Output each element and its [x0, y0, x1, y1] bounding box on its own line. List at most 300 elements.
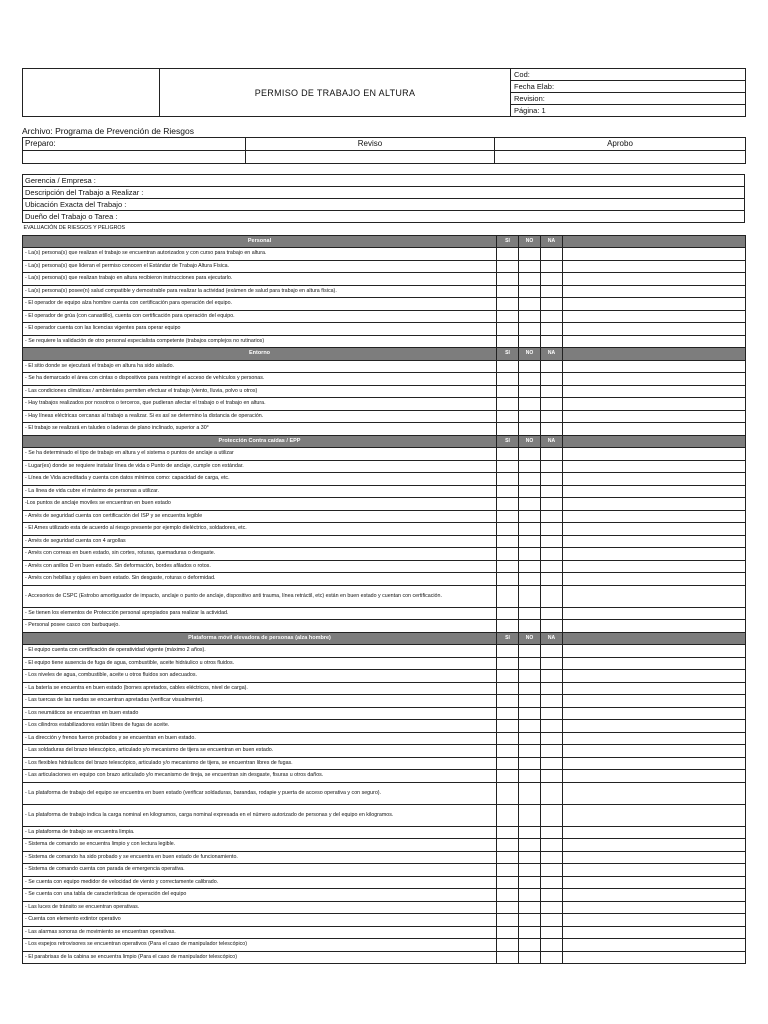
checklist-item-text: - El Arnes utilizado esta de acuerdo al riesgo presente por ejemplo dieléctrico, soldadores, etc. — [23, 523, 497, 536]
observation-cell[interactable] — [563, 310, 746, 323]
checklist-row — [23, 373, 746, 386]
checklist-row — [23, 839, 746, 852]
check-cell-na[interactable] — [541, 876, 563, 889]
checklist-row — [23, 804, 746, 826]
check-cell-no[interactable] — [519, 657, 541, 670]
check-cell-si[interactable] — [497, 310, 519, 323]
observation-cell[interactable] — [563, 523, 746, 536]
check-cell-si[interactable] — [497, 423, 519, 436]
checklist-row — [23, 939, 746, 952]
checklist-row — [23, 620, 746, 633]
checklist-item-text: - Accesorios de CSPC (Estrobo amortiguador de impacto, anclaje o punto de anclaje, dispositivo anti trauma, línea retráctil, etc) están en buen estado y cuentan con certificación. — [23, 585, 497, 607]
checklist-row — [23, 535, 746, 548]
check-cell-na[interactable] — [541, 620, 563, 633]
check-cell-si[interactable] — [497, 757, 519, 770]
checklist-item-text: - Se cuenta con una tabla de características de operación del equipo — [23, 889, 497, 902]
checklist-row — [23, 695, 746, 708]
check-cell-no[interactable] — [519, 826, 541, 839]
check-cell-no[interactable] — [519, 273, 541, 286]
observation-cell[interactable] — [563, 939, 746, 952]
check-cell-si[interactable] — [497, 782, 519, 804]
check-cell-si[interactable] — [497, 298, 519, 311]
observation-cell[interactable] — [563, 901, 746, 914]
check-cell-no[interactable] — [519, 670, 541, 683]
checklist-item-text: - El equipo cuenta con certificación de operatividad vigente (máximo 2 años). — [23, 645, 497, 658]
info-ubicacion[interactable]: Ubicación Exacta del Trabajo : — [23, 199, 745, 211]
observation-cell[interactable] — [563, 889, 746, 902]
observation-cell[interactable] — [563, 745, 746, 758]
observation-cell[interactable] — [563, 510, 746, 523]
observation-cell[interactable] — [563, 473, 746, 486]
checklist-item-text: - La(s) persona(s) que lideran el permiso conocen el Estándar de Trabajo Altura Física. — [23, 260, 497, 273]
check-cell-si[interactable] — [497, 682, 519, 695]
check-cell-na[interactable] — [541, 310, 563, 323]
form-title: PERMISO DE TRABAJO EN ALTURA — [160, 69, 511, 117]
observation-cell[interactable] — [563, 323, 746, 336]
check-cell-si[interactable] — [497, 695, 519, 708]
check-cell-si[interactable] — [497, 876, 519, 889]
check-cell-na[interactable] — [541, 926, 563, 939]
check-cell-no[interactable] — [519, 335, 541, 348]
observation-cell[interactable] — [563, 248, 746, 261]
check-cell-no[interactable] — [519, 298, 541, 311]
check-cell-na[interactable] — [541, 682, 563, 695]
checklist-row — [23, 410, 746, 423]
checklist-row — [23, 720, 746, 733]
checklist-item-text: - Las soldaduras del brazo telescópico, articulado y/o mecanismo de tijera se encuentran en buen estado. — [23, 745, 497, 758]
check-cell-si[interactable] — [497, 398, 519, 411]
check-cell-na[interactable] — [541, 645, 563, 658]
check-cell-si[interactable] — [497, 839, 519, 852]
check-cell-si[interactable] — [497, 498, 519, 511]
info-descripcion[interactable]: Descripción del Trabajo a Realizar : — [23, 187, 745, 199]
permit-form — [22, 68, 745, 964]
check-cell-no[interactable] — [519, 720, 541, 733]
check-cell-si[interactable] — [497, 373, 519, 386]
check-cell-no[interactable] — [519, 398, 541, 411]
check-cell-na[interactable] — [541, 423, 563, 436]
check-cell-na[interactable] — [541, 607, 563, 620]
check-cell-no[interactable] — [519, 248, 541, 261]
checklist-row — [23, 745, 746, 758]
check-cell-no[interactable] — [519, 695, 541, 708]
check-cell-si[interactable] — [497, 273, 519, 286]
check-cell-si[interactable] — [497, 510, 519, 523]
check-cell-na[interactable] — [541, 410, 563, 423]
checklist-item-text: - Los cilindros estabilizadores están libres de fugas de aceite. — [23, 720, 497, 733]
section-header — [23, 348, 746, 361]
check-cell-no[interactable] — [519, 757, 541, 770]
check-cell-si[interactable] — [497, 260, 519, 273]
check-cell-si[interactable] — [497, 485, 519, 498]
checklist-row — [23, 851, 746, 864]
check-cell-no[interactable] — [519, 573, 541, 586]
check-cell-na[interactable] — [541, 657, 563, 670]
checklist-row — [23, 385, 746, 398]
check-cell-si[interactable] — [497, 926, 519, 939]
observation-cell[interactable] — [563, 410, 746, 423]
check-cell-no[interactable] — [519, 535, 541, 548]
check-cell-na[interactable] — [541, 757, 563, 770]
check-cell-no[interactable] — [519, 385, 541, 398]
check-cell-no[interactable] — [519, 732, 541, 745]
observation-cell[interactable] — [563, 260, 746, 273]
check-cell-si[interactable] — [497, 707, 519, 720]
observation-cell[interactable] — [563, 682, 746, 695]
observation-cell[interactable] — [563, 851, 746, 864]
reviso-label: Reviso — [246, 138, 495, 151]
aprobo-label: Aprobo — [495, 138, 746, 151]
check-cell-si[interactable] — [497, 285, 519, 298]
observation-cell[interactable] — [563, 926, 746, 939]
observation-cell[interactable] — [563, 360, 746, 373]
observation-cell[interactable] — [563, 707, 746, 720]
check-cell-na[interactable] — [541, 273, 563, 286]
check-cell-na[interactable] — [541, 485, 563, 498]
observation-cell[interactable] — [563, 914, 746, 927]
check-cell-si[interactable] — [497, 620, 519, 633]
check-cell-no[interactable] — [519, 620, 541, 633]
checklist-row — [23, 460, 746, 473]
checklist-row — [23, 285, 746, 298]
check-cell-no[interactable] — [519, 548, 541, 561]
checklist-row — [23, 298, 746, 311]
checklist-item-text: -Los puntos de anclaje moviles se encuentran en buen estado — [23, 498, 497, 511]
check-cell-no[interactable] — [519, 876, 541, 889]
observation-cell[interactable] — [563, 548, 746, 561]
checklist-item-text: - Personal posee casco con barbuquejo. — [23, 620, 497, 633]
check-cell-si[interactable] — [497, 548, 519, 561]
observation-cell[interactable] — [563, 585, 746, 607]
check-cell-no[interactable] — [519, 745, 541, 758]
check-cell-na[interactable] — [541, 864, 563, 877]
check-cell-si[interactable] — [497, 335, 519, 348]
check-cell-na[interactable] — [541, 720, 563, 733]
check-cell-no[interactable] — [519, 373, 541, 386]
observation-cell[interactable] — [563, 732, 746, 745]
check-cell-si[interactable] — [497, 645, 519, 658]
observation-cell[interactable] — [563, 298, 746, 311]
check-cell-na[interactable] — [541, 398, 563, 411]
check-cell-no[interactable] — [519, 323, 541, 336]
check-cell-na[interactable] — [541, 695, 563, 708]
checklist-item-text: - La plataforma de trabajo indica la carga nominal en kilogramos, carga nominal expresada en el número autorizado de personas y del equipo en kilogramos. — [23, 804, 497, 826]
check-cell-no[interactable] — [519, 448, 541, 461]
check-cell-na[interactable] — [541, 951, 563, 964]
check-cell-no[interactable] — [519, 682, 541, 695]
check-cell-no[interactable] — [519, 560, 541, 573]
check-cell-si[interactable] — [497, 607, 519, 620]
signature-table — [22, 137, 746, 164]
observation-cell[interactable] — [563, 951, 746, 964]
checklist-item-text: - Se ha demarcado el área con cintas o dispositivos para restringir el acceso de vehículos y personas. — [23, 373, 497, 386]
checklist-row — [23, 423, 746, 436]
checklist-item-text: - Las luces de tránsito se encuentran operativas. — [23, 901, 497, 914]
check-cell-si[interactable] — [497, 473, 519, 486]
check-cell-si[interactable] — [497, 889, 519, 902]
check-cell-si[interactable] — [497, 804, 519, 826]
checklist-item-text: - Los neumáticos se encuentran en buen estado — [23, 707, 497, 720]
check-cell-na[interactable] — [541, 448, 563, 461]
check-cell-si[interactable] — [497, 951, 519, 964]
observation-cell[interactable] — [563, 770, 746, 783]
check-cell-no[interactable] — [519, 926, 541, 939]
observation-cell[interactable] — [563, 273, 746, 286]
checklist-row — [23, 951, 746, 964]
check-cell-si[interactable] — [497, 535, 519, 548]
check-cell-si[interactable] — [497, 523, 519, 536]
check-cell-no[interactable] — [519, 914, 541, 927]
section-title: Plataforma móvil elevadora de personas (alza hombre) — [23, 632, 497, 645]
info-table — [22, 174, 745, 223]
checklist-item-text: - Línea de Vida acreditada y cuenta con datos mínimos como: capacidad de carga, etc. — [23, 473, 497, 486]
observation-cell[interactable] — [563, 670, 746, 683]
check-cell-na[interactable] — [541, 523, 563, 536]
check-cell-na[interactable] — [541, 373, 563, 386]
observation-cell[interactable] — [563, 839, 746, 852]
check-cell-no[interactable] — [519, 707, 541, 720]
check-cell-no[interactable] — [519, 485, 541, 498]
check-cell-na[interactable] — [541, 804, 563, 826]
check-cell-na[interactable] — [541, 285, 563, 298]
check-cell-si[interactable] — [497, 770, 519, 783]
checklist-row — [23, 732, 746, 745]
checklist-row — [23, 360, 746, 373]
checklist-item-text: - Hay trabajos realizados por nosotros o terceros, que pudieran afectar el trabajo o el trabajo en altura. — [23, 398, 497, 411]
checklist-row — [23, 485, 746, 498]
checklist-item-text: - Hay líneas eléctricas cercanas al trabajo a realizar. Si es así se determino la distancia de operación. — [23, 410, 497, 423]
check-cell-si[interactable] — [497, 573, 519, 586]
check-cell-no[interactable] — [519, 473, 541, 486]
check-cell-na[interactable] — [541, 745, 563, 758]
observation-cell[interactable] — [563, 373, 746, 386]
checklist-row — [23, 645, 746, 658]
check-cell-na[interactable] — [541, 548, 563, 561]
checklist-row — [23, 607, 746, 620]
col-header-no: NO — [519, 235, 541, 248]
observation-cell[interactable] — [563, 645, 746, 658]
checklist-item-text: - Arnés de seguridad cuenta con certificación del ISP y se encuentra legible — [23, 510, 497, 523]
check-cell-na[interactable] — [541, 839, 563, 852]
check-cell-na[interactable] — [541, 585, 563, 607]
section-title: Entorno — [23, 348, 497, 361]
checklist-row — [23, 876, 746, 889]
check-cell-si[interactable] — [497, 732, 519, 745]
check-cell-no[interactable] — [519, 645, 541, 658]
checklist-row — [23, 548, 746, 561]
check-cell-na[interactable] — [541, 901, 563, 914]
check-cell-na[interactable] — [541, 826, 563, 839]
check-cell-si[interactable] — [497, 585, 519, 607]
check-cell-na[interactable] — [541, 670, 563, 683]
aprobo-field[interactable] — [495, 151, 746, 164]
info-gerencia[interactable]: Gerencia / Empresa : — [23, 175, 745, 187]
check-cell-na[interactable] — [541, 260, 563, 273]
check-cell-si[interactable] — [497, 826, 519, 839]
col-header-si: SI — [497, 632, 519, 645]
observation-cell[interactable] — [563, 460, 746, 473]
col-header-si: SI — [497, 235, 519, 248]
checklist-item-text: - Se tienen los elementos de Protección personal apropiados para realizar la actividad. — [23, 607, 497, 620]
check-cell-na[interactable] — [541, 510, 563, 523]
check-cell-na[interactable] — [541, 560, 563, 573]
checklist-row — [23, 273, 746, 286]
checklist-item-text: - Las articulaciones en equipo con brazo articulado y/o mecanismo de tireja, se encuentran sin desgaste, fisuras u otros daños. — [23, 770, 497, 783]
checklist-item-text: - Los espejos retrovisores se encuentran operativos (Para el caso de manipulador telescópico) — [23, 939, 497, 952]
check-cell-si[interactable] — [497, 448, 519, 461]
check-cell-no[interactable] — [519, 889, 541, 902]
check-cell-no[interactable] — [519, 607, 541, 620]
check-cell-na[interactable] — [541, 782, 563, 804]
observation-cell[interactable] — [563, 560, 746, 573]
check-cell-no[interactable] — [519, 260, 541, 273]
check-cell-si[interactable] — [497, 460, 519, 473]
observation-cell[interactable] — [563, 535, 746, 548]
observation-cell[interactable] — [563, 782, 746, 804]
checklist-row — [23, 523, 746, 536]
check-cell-na[interactable] — [541, 385, 563, 398]
check-cell-si[interactable] — [497, 901, 519, 914]
check-cell-na[interactable] — [541, 732, 563, 745]
observation-cell[interactable] — [563, 485, 746, 498]
check-cell-si[interactable] — [497, 248, 519, 261]
section-header — [23, 435, 746, 448]
check-cell-no[interactable] — [519, 770, 541, 783]
col-header-no: NO — [519, 435, 541, 448]
observation-cell[interactable] — [563, 448, 746, 461]
col-header-si: SI — [497, 435, 519, 448]
preparo-label: Preparo: — [23, 138, 246, 151]
check-cell-na[interactable] — [541, 248, 563, 261]
check-cell-no[interactable] — [519, 864, 541, 877]
check-cell-na[interactable] — [541, 335, 563, 348]
observation-cell[interactable] — [563, 876, 746, 889]
checklist-item-text: - Arnés con anillos D en buen estado. Sin deformación, bordes afilados o rotos. — [23, 560, 497, 573]
check-cell-no[interactable] — [519, 782, 541, 804]
checklist-row — [23, 926, 746, 939]
checklist-row — [23, 682, 746, 695]
observation-cell[interactable] — [563, 657, 746, 670]
check-cell-si[interactable] — [497, 560, 519, 573]
check-cell-na[interactable] — [541, 573, 563, 586]
check-cell-no[interactable] — [519, 410, 541, 423]
checklist-item-text: - Sistema de comando cuenta con parada de emergencia operativa. — [23, 864, 497, 877]
check-cell-si[interactable] — [497, 385, 519, 398]
check-cell-na[interactable] — [541, 707, 563, 720]
checklist-item-text: - La plataforma de trabajo se encuentra limpia. — [23, 826, 497, 839]
check-cell-na[interactable] — [541, 473, 563, 486]
check-cell-na[interactable] — [541, 323, 563, 336]
observation-cell[interactable] — [563, 398, 746, 411]
check-cell-si[interactable] — [497, 745, 519, 758]
observation-cell[interactable] — [563, 498, 746, 511]
checklist-item-text: - Los flexibles hidráulicos del brazo telescópico, articulado y/o mecanismo de tijera, se encuentran libres de fugas. — [23, 757, 497, 770]
check-cell-no[interactable] — [519, 498, 541, 511]
check-cell-no[interactable] — [519, 951, 541, 964]
checklist-item-text: - El operador de equipo alza hombre cuenta con certificación para operación del equipo. — [23, 298, 497, 311]
checklist-item-text: - Las tuercas de las ruedas se encuentran apretadas (verificar visualmente). — [23, 695, 497, 708]
observation-cell[interactable] — [563, 826, 746, 839]
checklist-row — [23, 398, 746, 411]
check-cell-si[interactable] — [497, 851, 519, 864]
observation-cell[interactable] — [563, 757, 746, 770]
check-cell-no[interactable] — [519, 510, 541, 523]
checklist-item-text: - Cuenta con elemento extintor operativo — [23, 914, 497, 927]
checklist-row — [23, 573, 746, 586]
checklist-row — [23, 670, 746, 683]
observation-cell[interactable] — [563, 620, 746, 633]
check-cell-no[interactable] — [519, 310, 541, 323]
observation-cell[interactable] — [563, 804, 746, 826]
checklist-item-text: - La dirección y frenos fueron probados y se encuentran en buen estado. — [23, 732, 497, 745]
checklist-item-text: - La(s) persona(s) que realizan el trabajo se encuentran autorizados y con curso para trabajo en altura. — [23, 248, 497, 261]
check-cell-no[interactable] — [519, 585, 541, 607]
check-cell-si[interactable] — [497, 323, 519, 336]
check-cell-no[interactable] — [519, 901, 541, 914]
check-cell-na[interactable] — [541, 460, 563, 473]
check-cell-si[interactable] — [497, 864, 519, 877]
check-cell-si[interactable] — [497, 939, 519, 952]
check-cell-no[interactable] — [519, 939, 541, 952]
observation-cell[interactable] — [563, 720, 746, 733]
observation-cell[interactable] — [563, 285, 746, 298]
check-cell-no[interactable] — [519, 851, 541, 864]
check-cell-no[interactable] — [519, 423, 541, 436]
col-header-na: NA — [541, 348, 563, 361]
check-cell-si[interactable] — [497, 360, 519, 373]
observation-cell[interactable] — [563, 385, 746, 398]
checklist-item-text: - Lugar(es) donde se requiere instalar línea de vida o Punto de anclaje, cumple con estándar. — [23, 460, 497, 473]
check-cell-no[interactable] — [519, 804, 541, 826]
checklist-row — [23, 260, 746, 273]
observation-cell[interactable] — [563, 573, 746, 586]
check-cell-si[interactable] — [497, 914, 519, 927]
check-cell-si[interactable] — [497, 670, 519, 683]
checklist-item-text: - El trabajo se realizará en taludes o laderas de plano inclinado, superior a 30° — [23, 423, 497, 436]
preparo-field[interactable] — [23, 151, 246, 164]
check-cell-na[interactable] — [541, 914, 563, 927]
observation-cell[interactable] — [563, 864, 746, 877]
check-cell-no[interactable] — [519, 360, 541, 373]
check-cell-na[interactable] — [541, 498, 563, 511]
check-cell-na[interactable] — [541, 889, 563, 902]
observation-cell[interactable] — [563, 607, 746, 620]
info-dueno[interactable]: Dueño del Trabajo o Tarea : — [23, 211, 745, 223]
check-cell-si[interactable] — [497, 720, 519, 733]
check-cell-na[interactable] — [541, 298, 563, 311]
check-cell-no[interactable] — [519, 523, 541, 536]
observation-cell[interactable] — [563, 423, 746, 436]
check-cell-na[interactable] — [541, 939, 563, 952]
checklist-item-text: - El operador cuenta con las licencias vigentes para operar equipo — [23, 323, 497, 336]
check-cell-si[interactable] — [497, 657, 519, 670]
observation-cell[interactable] — [563, 335, 746, 348]
checklist-item-text: - La(s) persona(s) que realizan trabajo en altura recibieron instrucciones para ejecutarlo. — [23, 273, 497, 286]
check-cell-no[interactable] — [519, 839, 541, 852]
check-cell-na[interactable] — [541, 770, 563, 783]
check-cell-na[interactable] — [541, 851, 563, 864]
check-cell-na[interactable] — [541, 360, 563, 373]
observation-cell[interactable] — [563, 695, 746, 708]
col-header-si: SI — [497, 348, 519, 361]
check-cell-na[interactable] — [541, 535, 563, 548]
check-cell-si[interactable] — [497, 410, 519, 423]
check-cell-no[interactable] — [519, 460, 541, 473]
reviso-field[interactable] — [246, 151, 495, 164]
checklist-item-text: - Sistema de comando se encuentra limpio y con lectura legible. — [23, 839, 497, 852]
check-cell-no[interactable] — [519, 285, 541, 298]
checklist-row — [23, 248, 746, 261]
